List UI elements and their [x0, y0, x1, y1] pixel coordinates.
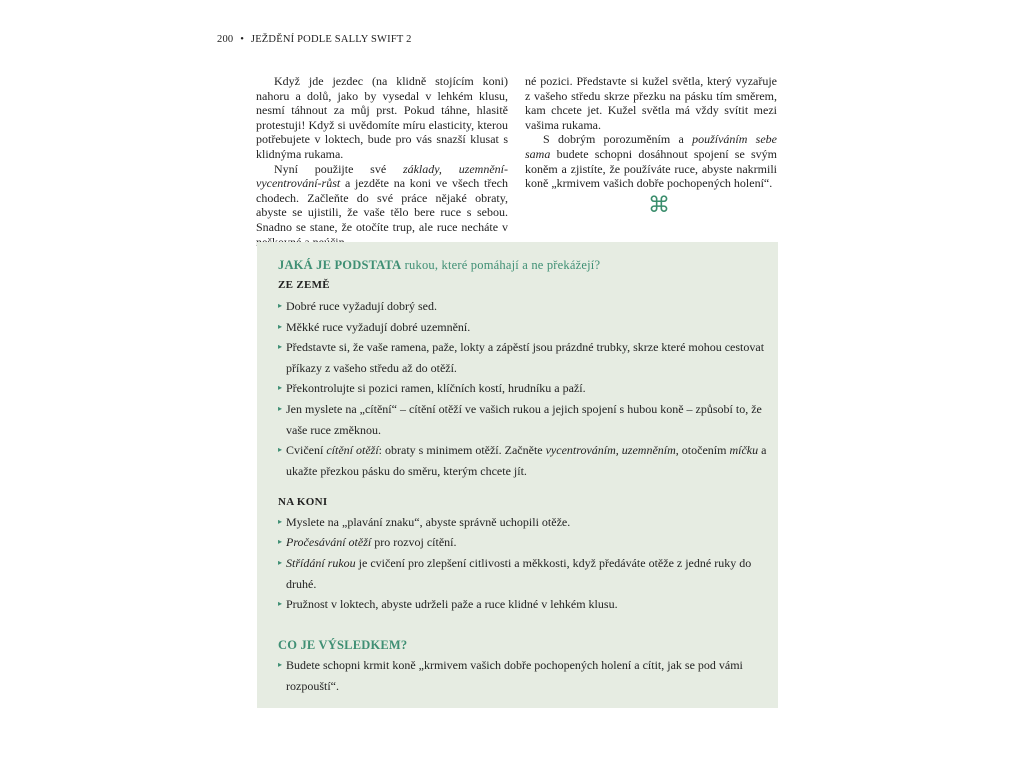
list-item: ▸ Myslete na „plavání znaku“, abyste správně uchopili otěže. — [278, 512, 768, 533]
bullet-icon: ▸ — [278, 445, 283, 454]
paragraph: né pozici. Představte si kužel světla, který vyzařuje z vašeho středu skrze přezku na pásku tím směrem, kam chcete jet. Kužel světla má vždy svítit mezi vašima rukama. — [525, 74, 777, 132]
bullet-icon: ▸ — [278, 660, 283, 669]
summary-box — [257, 242, 778, 708]
paragraph: Nyní použijte své základy, uzemnění-vycentrování-růst a jezděte na koni ve všech třech chodech. Začleňte do své práce nějaké obraty, abyste se ujistili, že vaše tělo bere ruce s sebou. Snadno se stane, že otočíte trup, ale ruce necháte v — [256, 161, 509, 234]
bullet-icon: ▸ — [278, 599, 283, 608]
header-separator: • — [240, 34, 245, 45]
emphasis: základy, uzemnění-vycentrování-růst — [256, 161, 509, 191]
paragraph: Když jde jezdec (na klidně stojícím koni) nahoru a dolů, jako by vysedal v lehkém klusu, nesmí táhnout za můj prst. Pokud táhne, hlasitě protestuji! Když si uvědomíte míru elasticity, kterou potřebujete v loktech, bude pro vás snazší klusat s klidnýma rukama. — [256, 74, 508, 161]
bullet-icon: ▸ — [278, 383, 283, 392]
section-heading-horse: NA KONI — [278, 496, 328, 508]
text-column-left — [256, 74, 508, 249]
list-item: ▸ Cvičení cítění otěží: obraty s minimem otěží. Začněte vycentrováním, uzemněním, otočením míčku a ukažte přezkou pásku do směru, kterým chcete jít. — [278, 440, 768, 481]
running-header — [217, 34, 412, 45]
list-item: ▸ Představte si, že vaše ramena, paže, lokty a zápěstí jsou prázdné trubky, skrze které mohou cestovat příkazy z vašeho středu až do otěží. — [278, 337, 768, 378]
section-ornament-icon: ⌘ — [648, 193, 670, 218]
result-heading: CO JE VÝSLEDKEM? — [278, 638, 408, 652]
bullet-icon: ▸ — [278, 558, 283, 567]
list-item: ▸ Pročesávání otěží pro rozvoj cítění. — [278, 532, 768, 553]
section-heading-ground: ZE ZEMĚ — [278, 279, 330, 291]
bullet-icon: ▸ — [278, 301, 283, 310]
bullet-icon: ▸ — [278, 322, 283, 331]
emphasis: používáním sebe sama — [525, 132, 778, 161]
paragraph: S dobrým porozuměním a používáním sebe sama budete schopni dosáhnout spojení se svým koněm a zjistíte, že používáte ruce, abyste nakrmili koně „krmivem vašich dobře pochopených holení“. — [525, 132, 778, 191]
bullet-icon: ▸ — [278, 517, 283, 526]
page-number: 200 — [217, 34, 234, 45]
box-title: JAKÁ JE PODSTATA rukou, které pomáhají a ne překážejí? — [278, 258, 601, 272]
bullet-icon: ▸ — [278, 537, 283, 546]
list-item: ▸ Střídání rukou je cvičení pro zlepšení citlivosti a měkkosti, když předáváte otěže z jedné ruky do druhé. — [278, 553, 768, 594]
list-item: ▸ Dobré ruce vyžadují dobrý sed. — [278, 296, 768, 317]
list-item: ▸ Pružnost v loktech, abyste udrželi paže a ruce klidné v lehkém klusu. — [278, 594, 768, 615]
text-column-right — [525, 74, 777, 191]
list-item: ▸ Měkké ruce vyžadují dobré uzemnění. — [278, 317, 768, 338]
list-item: ▸ Jen myslete na „cítění“ – cítění otěží ve vašich rukou a jejich spojení s hubou koně – způsobí to, že vaše ruce změknou. — [278, 399, 768, 440]
running-title: JEŽDĚNÍ PODLE SALLY SWIFT 2 — [250, 34, 412, 45]
bullet-icon: ▸ — [278, 342, 283, 351]
list-item: ▸ Budete schopni krmit koně „krmivem vašich dobře pochopených holení a cítit, jak se pod vámi rozpouští“. — [278, 655, 768, 696]
bullet-icon: ▸ — [278, 404, 283, 413]
list-item: ▸ Překontrolujte si pozici ramen, klíčních kostí, hrudníku a paží. — [278, 378, 768, 399]
